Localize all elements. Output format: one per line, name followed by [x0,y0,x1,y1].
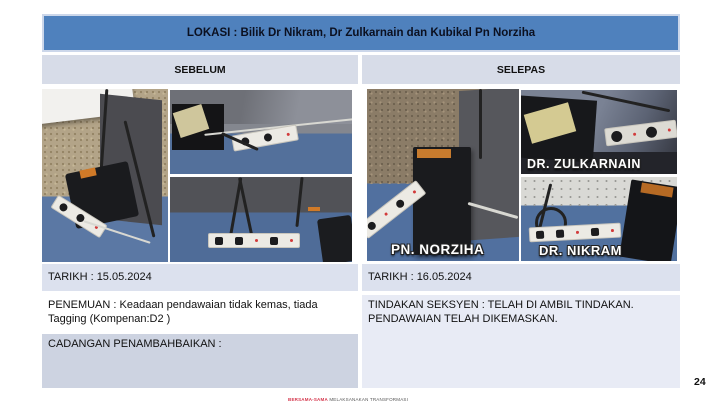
tindakan-cell [362,295,680,388]
photo-label-nikram: DR. NIKRAM [539,243,622,258]
tindakan-line-1: TINDAKAN SEKSYEN : TELAH DI AMBIL TINDAKAN. [368,299,634,311]
pc-tower-shape [413,147,471,255]
photo-selepas-nikram [521,177,677,261]
tarikh-selepas: TARIKH : 16.05.2024 [362,264,680,291]
cadangan-cell: CADANGAN PENAMBAHBAIKAN : [42,334,358,388]
photo-selepas-norziha [367,89,519,261]
power-strip-shape [208,233,300,248]
photo-sebelum-corner [42,89,168,262]
slide-title: LOKASI : Bilik Dr Nikram, Dr Zulkarnain dan Kubikal Pn Norziha [186,27,536,39]
photo-sebelum-underdesk-1 [170,90,352,174]
cable-shape [295,177,303,227]
pc-label-shape [417,149,451,158]
pc-tower-shape [317,215,352,262]
photo-label-norziha: PN. NORZIHA [391,242,485,257]
penemuan-line-2: Tagging (Kompenan:D2 ) [48,312,171,325]
photo-label-zulkarnain: DR. ZULKARNAIN [527,157,641,171]
power-strip-shape [604,120,677,147]
penemuan-line-1: PENEMUAN : Keadaan pendawaian tidak kemas, tiada [48,299,318,311]
column-header-sebelum: SEBELUM [42,55,358,84]
footer-red-text: BERSAMA-SAMA [288,397,328,402]
tarikh-sebelum: TARIKH : 15.05.2024 [42,264,358,291]
orange-tag-shape [308,207,320,211]
slide-footer [288,397,408,402]
footer-dark-text: MELAKSANAKAN TRANSFORMASI [329,397,409,402]
cable-shape [479,89,482,159]
photo-selepas-zulkarnain [521,90,677,174]
column-header-selepas: SELEPAS [362,55,680,84]
penemuan-cell [42,295,358,331]
cable-shape [238,177,253,234]
page-number: 24 [694,376,706,388]
title-bar [42,14,680,52]
photo-sebelum-underdesk-2 [170,177,352,262]
tindakan-line-2: PENDAWAIAN TELAH DIKEMASKAN. [368,312,558,325]
